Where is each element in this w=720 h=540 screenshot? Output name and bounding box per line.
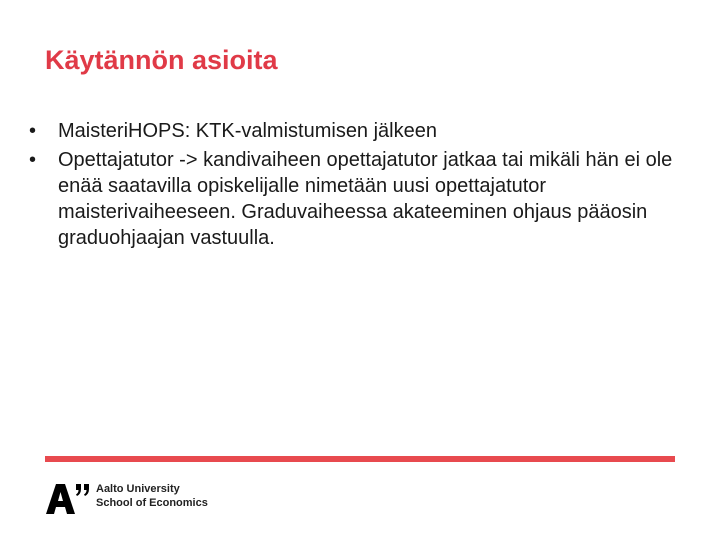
bullet-marker: •	[29, 120, 37, 142]
logo-line-university: Aalto University	[96, 483, 180, 495]
bullet-item-opettajatutor	[29, 147, 679, 251]
bullet-marker: •	[29, 149, 37, 171]
bullet-item-maisterihops	[29, 118, 679, 144]
logo-wordmark	[96, 482, 208, 510]
aalto-a-quote-icon	[45, 480, 91, 516]
bullet-list	[29, 118, 679, 254]
aalto-logo	[45, 480, 245, 520]
slide-title: Käytännön asioita	[45, 45, 278, 75]
bullet-text: MaisteriHOPS: KTK-valmistumisen jälkeen	[58, 120, 437, 142]
footer-divider	[45, 456, 675, 462]
logo-line-school: School of Economics	[96, 497, 208, 509]
bullet-text: Opettajatutor -> kandivaiheen opettajatutor jatkaa tai mikäli hän ei ole enää saatavilla opiskelijalle nimetään uusi opettajatutor maisterivaiheeseen. Graduvaiheessa akateeminen ohjaus pääosin graduohjaajan vastuulla.	[58, 149, 673, 249]
